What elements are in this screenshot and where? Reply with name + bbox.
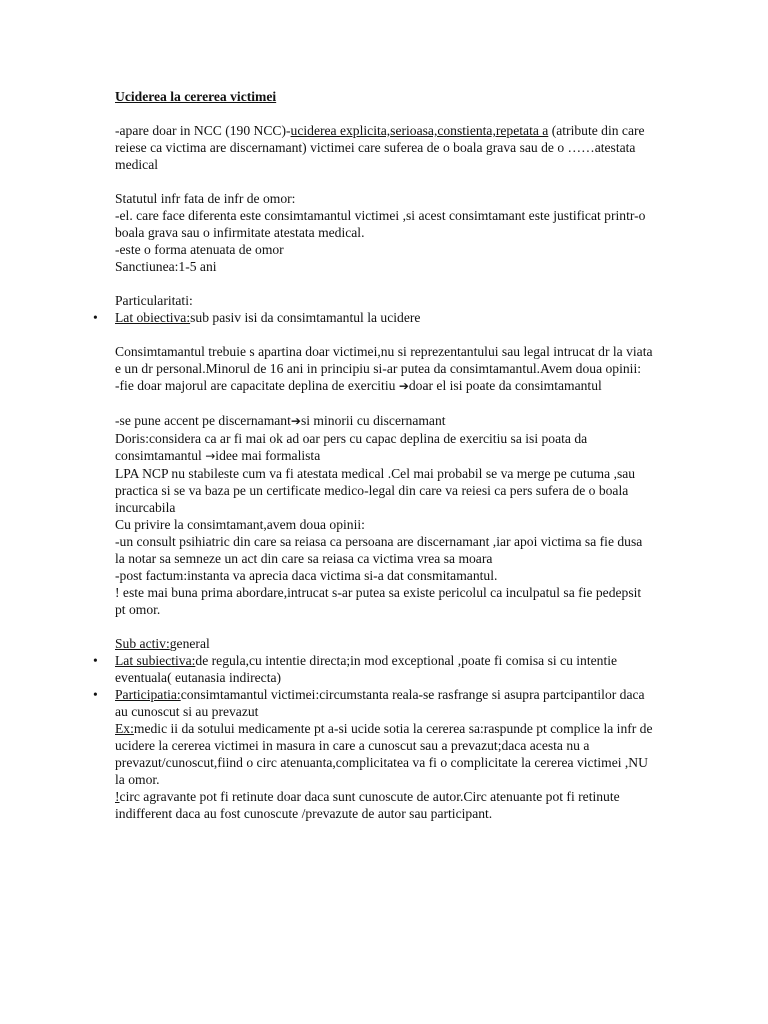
bullet-label: Lat obiectiva: (115, 310, 191, 325)
consimt-opinion-2 (115, 412, 655, 430)
example-label: Ex: (115, 721, 134, 736)
sub-activ-text: general (169, 636, 210, 651)
consimt-text: Doris:considera ca ar fi mai ok ad oar pers cu capac deplina de exercitiu sa isi poata da consimtamantul (115, 431, 588, 463)
example-text: medic ii da sotului medicamente pt a-si ucide sotia la cererea sa:raspunde pt complice la infr de ucidere la cererea victimei in masura in care a cunoscut sau a prevazut;daca acesta nu a prevazut/cunoscut,fiind o circ atenuanta,complicitatea va fi o complicitate la cererea victimei ,NU la omor. (115, 721, 653, 787)
sub-activ-line (115, 635, 655, 652)
intro-paragraph (115, 122, 655, 173)
doris-opinion (115, 430, 655, 465)
consimt-text: idee mai formalista (215, 448, 321, 463)
intro-text: -apare doar in NCC (190 NCC)- (115, 123, 291, 138)
sanctiune-line: Sanctiunea:1-5 ani (115, 259, 217, 274)
consimt-conclusion: ! este mai buna prima abordare,intrucat s-ar putea sa existe pericolul ca inculpatul sa fie pedepsit pt omor. (115, 585, 642, 617)
sub-activ-label: Sub activ: (115, 636, 170, 651)
note-paragraph (115, 788, 655, 822)
intro-underlined: uciderea explicita,serioasa,constienta,repetata a (290, 123, 549, 138)
bullet-lat-subiectiva (115, 652, 655, 686)
consimt-opinion-a: -un consult psihiatric din care sa reiasa ca persoana are discernamant ,iar apoi victima sa fie dusa la notar sa semneze un act din care sa reiasa ca victima vrea sa moara (115, 534, 643, 566)
consimt-opinion-1 (115, 377, 655, 395)
consimt-text: doar el isi poate da consimtamantul (408, 378, 602, 393)
document-body (115, 88, 655, 822)
statut-line: -este o forma atenuata de omor (115, 242, 284, 257)
bullet-lat-obiectiva (115, 309, 655, 326)
particularitati-heading: Particularitati: (115, 293, 193, 308)
bullet-label: Participatia: (115, 687, 181, 702)
consimt-paragraph: Consimtamantul trebuie s apartina doar victimei,nu si reprezentantului sau legal intrucat dr la viata e un dr personal.Minorul de 16 ani in principiu si-ar putea da consimtamantul.Avem doua opinii: (115, 344, 653, 376)
bullet-label: Lat subiectiva: (115, 653, 196, 668)
consimt-opinion-b: -post factum:instanta va aprecia daca victima si-a dat consmitamantul. (115, 568, 498, 583)
consimt-opinions-heading: Cu privire la consimtamant,avem doua opinii: (115, 517, 365, 532)
bullet-text: consimtamantul victimei:circumstanta reala-se rasfrange si asupra partcipantilor daca au cunoscut si au prevazut (115, 687, 645, 719)
lpa-paragraph: LPA NCP nu stabileste cum va fi atestata medical .Cel mai probabil se va merge pe cutuma ,sau practica si se va baza pe un certificate medico-legal din care va reiesi ca pers sufera de o boala incurcabila (115, 466, 636, 515)
consimt-text: -se pune accent pe discernamant (115, 413, 291, 428)
bullet-text: sub pasiv isi da consimtamantul la ucidere (190, 310, 421, 325)
right-arrow-icon: ➔ (398, 379, 409, 393)
bullet-participatia (115, 686, 655, 720)
consimt-text: si minorii cu discernamant (300, 413, 446, 428)
right-arrow-icon: → (205, 449, 216, 463)
document-title: Uciderea la cererea victimei (115, 89, 277, 104)
bullet-text: de regula,cu intentie directa;in mod exceptional ,poate fi comisa si cu intentie eventuala( eutanasia indirecta) (115, 653, 618, 685)
intro-rest: (atribute din care reiese ca victima are discernamant) victimei care suferea de o boala grava sau de o ……atestata medical (115, 123, 645, 172)
example-paragraph (115, 720, 655, 788)
consimt-text: -fie doar majorul are capacitate deplina de exercitiu (115, 378, 399, 393)
statut-heading: Statutul infr fata de infr de omor: (115, 191, 296, 206)
note-mark: ! (115, 789, 120, 804)
right-arrow-icon: ➔ (290, 414, 301, 428)
statut-line: -el. care face diferenta este consimtamantul victimei ,si acest consimtamant este justificat printr-o boala grava sau o infirmitate atestata medical. (115, 208, 646, 240)
note-text: circ agravante pot fi retinute doar daca sunt cunoscute de autor.Circ atenuante pot fi retinute indifferent daca au fost cunoscute /prevazute de autor sau participant. (115, 789, 620, 821)
